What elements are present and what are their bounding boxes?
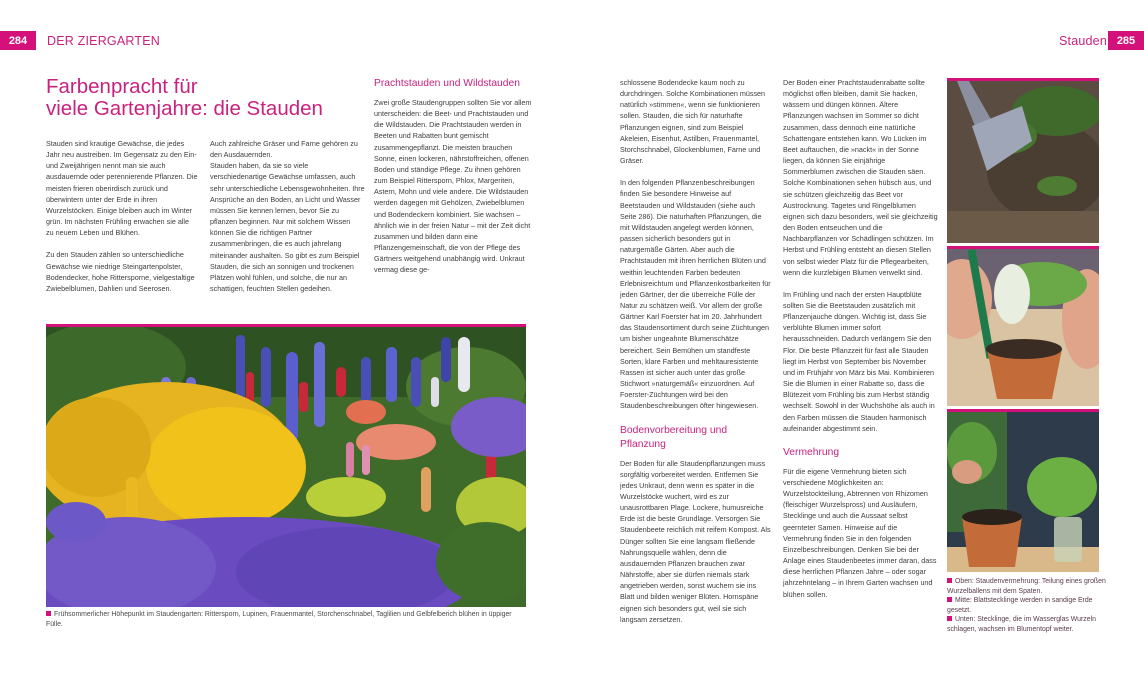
caption-middle xyxy=(947,596,1107,615)
caption-text: Oben: Staudenvermehrung: Teilung eines großen Wurzelballens mit dem Spaten. xyxy=(947,578,1106,595)
main-photo-caption xyxy=(46,610,526,629)
leaf-cutting-image xyxy=(947,249,1099,406)
caption-top xyxy=(947,577,1107,596)
photo-middle-cutting xyxy=(947,246,1099,406)
section-heading-bodenvorbereitung: Bodenvorbereitung und Pflanzung xyxy=(620,424,728,450)
right-running-head: Stauden xyxy=(1059,34,1107,48)
paragraph: In den folgenden Pflanzenbeschreibungen finden Sie besondere Hinweise auf Beetstauden und Wildstauden (siehe auch Seite 286). Die naturhaften Pflanzungen, die mit Wildstauden angelegt werden können, passen sicherlich besonders gut in naturgemäße Gärten. Aber auch die Prachtstauden mit ihren herrlichen Blüten und weithin leuchtenden Farben bedeuten Erlebnisreichtum und Pflanzenkostbarkeiten für jeden Gärtner, der die überreiche Fülle der Natur zu schätzen weiß. Vor allem der große Gärtner Karl Foerster hat im 20. Jahrhundert das Staudensortiment durch seine Züchtungen um bisher ungeahnte Blumenschätze bereichert. Sein Bemühen um standfeste Sorten, klare Farben und mehltauresistente Rassen ist sicher auch unter das große Stichwort »naturgemäß« einzuordnen. Auf Foerster-Züchtungen wird bei den Staudenbeschreibungen öfter hingewiesen. xyxy=(620,178,771,411)
paragraph: Zu den Stauden zählen so unterschiedliche Gewächse wie niedrige Steingartenpolster, Bodendecker, hohe Rittersporne, vielgestaltige Zwiebelblumen, Dahlien und Seerosen. xyxy=(46,250,195,293)
section-heading-vermehrung: Vermehrung xyxy=(783,446,840,458)
left-running-head: DER ZIERGARTEN xyxy=(47,34,160,48)
text-column-5 xyxy=(783,77,938,600)
paragraph: Zwei große Staudengruppen sollten Sie vor allem unterscheiden: die Beet- und Prachtstauden und die Wildstauden. Die Prachtstauden werden in Beeten und Rabatten bunt gemischt zusammengepflanzt. Die meisten brauchen Sonne, einen lockeren, nährstoffreichen, offenen Boden und ständige Pflege. Zu ihnen gehören zum Beispiel Rittersporn, Phlox, Margeriten, Astern, Mohn und viele andere. Die Wildstauden werden dagegen mit Gehölzen, Zwiebelblumen und Bodendeckern kombiniert. Sie wachsen – ähnlich wie in der freien Natur – mit der Zeit dicht zusammen und bilden dann eine Pflanzengemeinschaft, die von der Pflege des Gärtners weitgehend unabhängig wird. Unkraut vermag diese ge- xyxy=(374,98,532,275)
page-title xyxy=(46,76,323,120)
text-column-2 xyxy=(210,138,365,294)
paragraph: Der Boden einer Prachtstaudenrabatte sollte möglichst offen bleiben, damit Sie hacken, wässern und düngen können. Ältere Pflanzungen wachsen im Sommer so dicht zusammen, dass dennoch eine natürliche Schattengare entstehen kann. Wo Lücken im Beet auftauchen, die »nackt« in der Sonne liegen, da können Sie einjährige Sommerblumen zwischen die Stauden säen. Solche Kombinationen sehen hübsch aus, und sie schützen gleichzeitig das Beet vor Austrocknung. Tagetes und Ringelblumen eignen sich dazu besonders, weil sie gleichzeitig den Boden entseuchen und die Nachbarpflanzen vor Schädlingen schützen. Im Herbst und Frühling entsteht an diesen Stellen von selbst wieder Platz für die Pflegearbeiten, wenn die kurzlebigen Blumen verwelkt sind. xyxy=(783,78,938,277)
main-flower-photo xyxy=(46,324,526,607)
caption-text: Unten: Stecklinge, die im Wasserglas Wurzeln schlagen, wachsen im Blumentopf weiter. xyxy=(947,616,1096,633)
side-photos-captions xyxy=(947,577,1107,634)
page-title-line2: viele Gartenjahre: die Stauden xyxy=(46,97,323,120)
paragraph: Für die eigene Vermehrung bieten sich verschiedene Möglichkeiten an: Wurzelstockteilung, Abtrennen von Rhizomen (fleischiger Wurzelspross) und Ausläufern, Stecklinge und auch die Aussaat selbst geernteter Samen. Hinweise auf die Vermehrung finden Sie in den folgenden Einzelbeschreibungen. Denken Sie bei der Anlage eines Staudenbeetes immer daran, dass diese herrlichen Pflanzen Jahre – oder sogar jahrzehntelang – in Ihrem Garten wachsen und blühen sollen. xyxy=(783,466,937,599)
section-heading-prachtstauden: Prachtstauden und Wildstauden xyxy=(374,78,520,89)
caption-bullet-icon xyxy=(46,611,51,616)
paragraph: Stauden haben, da sie so viele verschiedenartige Gewächse umfassen, auch sehr unterschiedliche Lebensgewohnheiten. Ihre Ansprüche an den Boden, an Licht und Wasser müssen Sie kennen lernen, bevor Sie zu pflanzen beginnen. Nur mit solchem Wissen können Sie die richtigen Partner zusammenbringen, die es auch jahrelang miteinander aushalten. So gibt es zum Beispiel Stauden, die sich an sonnigen und trockenen Plätzen wohl fühlen, und solche, die nur an schattigen, feuchten Stellen gedeihen. xyxy=(210,161,365,294)
flower-bed-image xyxy=(46,327,526,607)
text-column-3 xyxy=(374,77,532,276)
caption-bullet-icon xyxy=(947,616,952,621)
water-glass-cuttings-image xyxy=(947,412,1099,572)
spade-division-image xyxy=(947,81,1099,243)
paragraph: schlossene Bodendecke kaum noch zu durchdringen. Solche Kombinationen müssen natürlich »stimmen«, wenn sie funktionieren sollen. Stauden, die sich für naturhafte Pflanzungen eignen, sind zum Beispiel Akeleien, Eisenhut, Astilben, Frauenmantel, Storchschnabel, Glockenblumen, Farne und Gräser. xyxy=(620,78,766,166)
caption-text: Frühsommerlicher Höhepunkt im Staudengarten: Rittersporn, Lupinen, Frauenmantel, Storchenschnabel, Taglilien und Gelbfelberich blühen in üppiger Fülle. xyxy=(46,611,512,628)
page-title-line1: Farbenpracht für xyxy=(46,75,198,98)
paragraph: Auch zahlreiche Gräser und Farne gehören zu den Ausdauernden. xyxy=(210,139,358,160)
text-column-4 xyxy=(620,77,772,625)
text-column-1 xyxy=(46,138,198,294)
caption-bullet-icon xyxy=(947,597,952,602)
paragraph: Im Frühling und nach der ersten Hauptblüte sollten Sie die Beetstauden zusätzlich mit Pflanzenjauche düngen. Wichtig ist, dass Sie verblühte Blumen immer sofort herausschneiden. Dadurch verlängern Sie den Flor. Die beste Pflanzzeit für fast alle Stauden liegt im Herbst von September bis November und im Frühjahr von März bis Mai. Kombinieren Sie die Blumen in einer Rabatte so, dass die Blütezeit vom Frühling bis zum Herbst ständig wechselt. Sowohl in der Wuchshöhe als auch in den Farben müssen die Stauden harmonisch aufeinander abgestimmt sein. xyxy=(783,289,935,433)
caption-bullet-icon xyxy=(947,578,952,583)
photo-top-spade xyxy=(947,78,1099,243)
right-page-number: 285 xyxy=(1108,31,1144,50)
left-page-number: 284 xyxy=(0,31,36,50)
caption-text: Mitte: Blattstecklinge werden in sandige Erde gesetzt. xyxy=(947,597,1093,614)
paragraph: Der Boden für alle Staudenpflanzungen muss sorgfältig vorbereitet werden. Entfernen Sie jedes Unkraut, denn wenn es später in die Wurzelstöcke wuchert, wird es zur unausrottbaren Plage. Lockere, humusreiche Erde ist die beste Grundlage. Versorgen Sie Staudenbeete reichlich mit reifem Kompost. Als Dünger sollten Sie eine langsam fließende Nahrungsquelle wählen, denn die ausdauernden Pflanzen brauchen zwar Nährstoffe, aber sie dürfen niemals stark angetrieben werden, sonst wuchern sie ins Blatt und bilden weniger Blüten. Hornspäne eignen sich besonders gut, weil sie sich langsam zersetzen. xyxy=(620,458,771,624)
photo-bottom-water-glass xyxy=(947,409,1099,572)
caption-bottom xyxy=(947,615,1107,634)
paragraph: Stauden sind krautige Gewächse, die jedes Jahr neu austreiben. Im Gegensatz zu den Ein- und Zweijährigen nennt man sie auch ausdauernde oder perennierende Pflanzen. Die meisten frieren oberirdisch zurück und überwintern unter der Erde in ihren Wurzelstöcken. Einige bleiben auch im Winter grün. Im nächsten Frühling erwachen sie alle zu neuem Leben und Blühen. xyxy=(46,139,198,238)
